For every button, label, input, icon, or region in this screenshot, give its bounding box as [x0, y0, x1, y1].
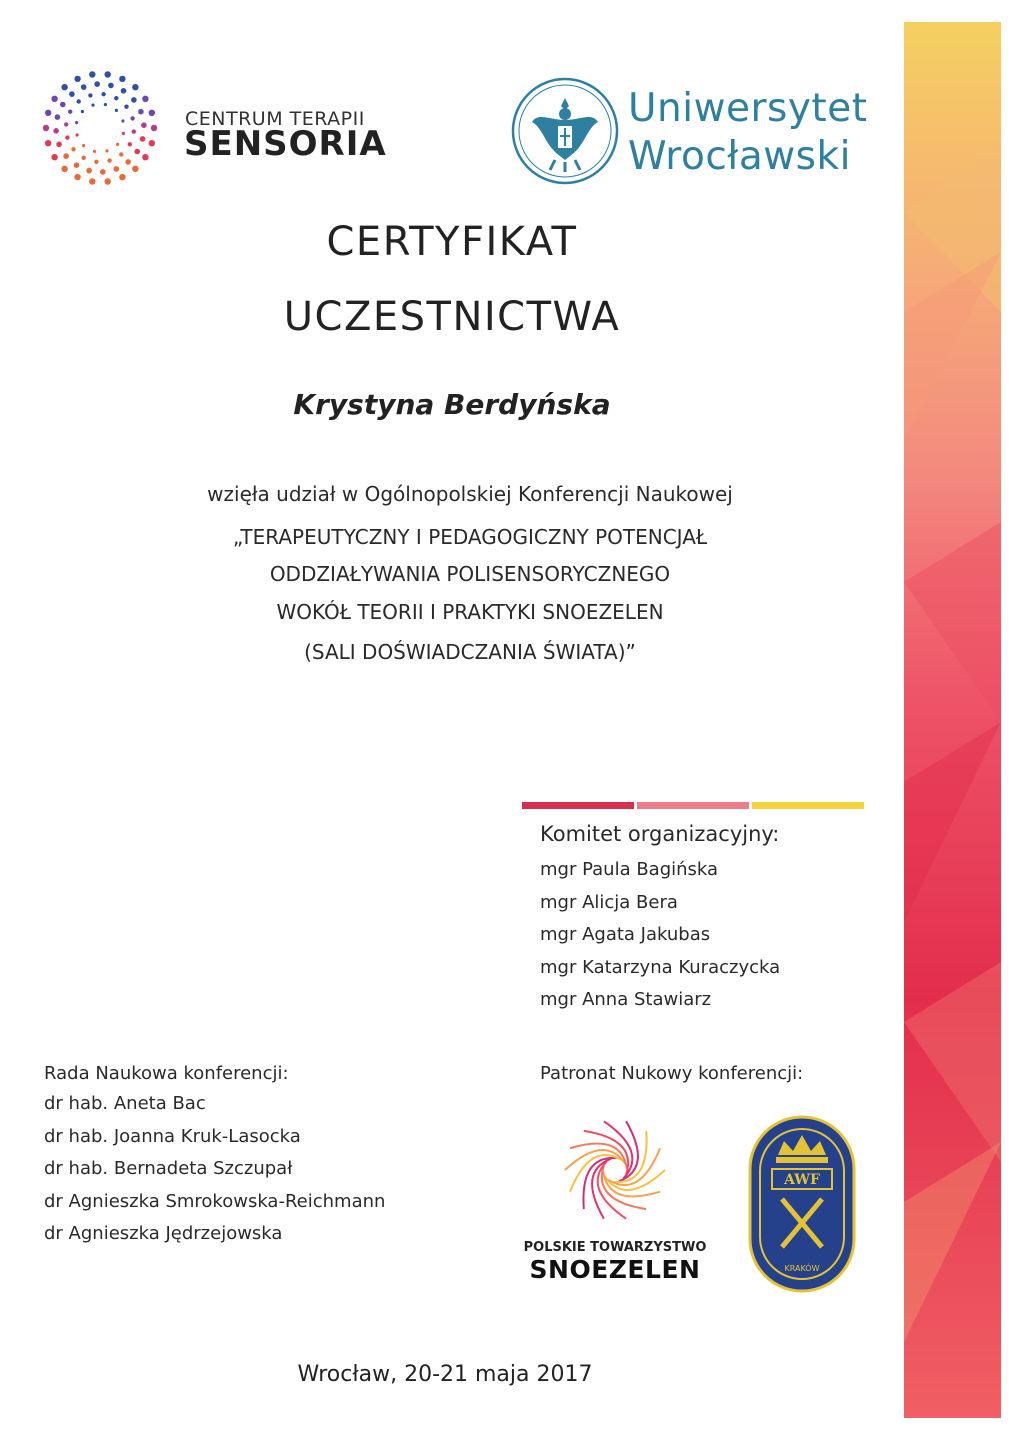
- sensoria-dot: [130, 116, 134, 120]
- sensoria-dot: [121, 88, 127, 94]
- sensoria-dot: [81, 84, 87, 90]
- uwr-logo: [510, 72, 870, 192]
- scientific-council: [44, 1063, 464, 1251]
- sensoria-dot: [100, 169, 106, 175]
- awf-letters: AWF: [784, 1172, 820, 1188]
- sensoria-dots-icon: [42, 66, 162, 196]
- sensoria-dot: [151, 125, 157, 131]
- sensoria-logo-line2: SENSORIA: [184, 124, 387, 164]
- sensoria-dot: [132, 129, 136, 133]
- description-line: wzięła udział w Ogólnopolskiej Konferencji Naukowej: [207, 482, 733, 506]
- sensoria-dot: [105, 178, 111, 184]
- sensoria-dot: [61, 166, 67, 172]
- sensoria-dot: [43, 125, 49, 131]
- sensoria-dot: [115, 109, 118, 112]
- sensoria-dot: [45, 140, 51, 146]
- description-line: „TERAPEUTYCZNY I PEDAGOGICZNY POTENCJAŁ: [232, 525, 708, 549]
- sensoria-dot: [61, 84, 67, 90]
- sensoria-dot: [142, 154, 148, 160]
- sensoria-dot: [76, 133, 79, 136]
- sensoria-dot: [105, 149, 108, 152]
- eagle-seal-icon: [510, 76, 620, 186]
- description-line: (SALI DOŚWIADCZANIA ŚWIATA)”: [304, 640, 636, 664]
- sensoria-dot: [122, 132, 125, 135]
- description-line: ODDZIAŁYWANIA POLISENSORYCZNEGO: [269, 562, 671, 586]
- sensoria-dot: [114, 96, 118, 100]
- sensoria-dot: [69, 91, 75, 97]
- sensoria-dot: [82, 144, 85, 147]
- place-and-date: Wrocław, 20-21 maja 2017: [297, 1362, 593, 1387]
- committee-heading: Komitet organizacyjny:: [540, 822, 780, 846]
- sensoria-dot: [132, 166, 138, 172]
- sensoria-dot: [64, 122, 68, 126]
- sensoria-dot: [71, 147, 75, 151]
- committee-member: mgr Katarzyna Kuraczycka: [540, 956, 781, 978]
- sensoria-dot: [68, 110, 72, 114]
- sensoria-dot: [65, 135, 69, 139]
- sensoria-dot: [74, 162, 80, 168]
- divider-segment: [522, 802, 634, 809]
- sensoria-dot: [138, 109, 144, 115]
- sensoria-dot: [119, 152, 123, 156]
- description-line: WOKÓŁ TEORII I PRAKTYKI SNOEZELEN: [276, 600, 664, 624]
- sensoria-dot: [89, 178, 95, 184]
- snoezelen-swirl-stroke: [565, 1150, 625, 1170]
- sensoria-dot: [86, 168, 92, 174]
- sensoria-dot: [74, 76, 80, 82]
- sensoria-dot: [107, 158, 111, 162]
- sensoria-dot: [149, 110, 155, 116]
- sensoria-dot: [124, 105, 128, 109]
- sensoria-dot: [77, 99, 81, 103]
- committee-member: mgr Anna Stawiarz: [540, 989, 712, 1010]
- sensoria-dot: [149, 140, 155, 146]
- council-member: dr hab. Aneta Bac: [44, 1093, 206, 1114]
- sensoria-dot: [105, 71, 111, 77]
- sensoria-dot: [74, 174, 80, 180]
- sensoria-logo-line1: CENTRUM TERAPII: [185, 108, 365, 130]
- council-member: dr hab. Joanna Kruk-Lasocka: [44, 1125, 301, 1147]
- sensoria-dot: [125, 159, 131, 165]
- color-divider: [522, 802, 864, 809]
- snoezelen-swirl-stroke: [605, 1170, 665, 1190]
- organizing-committee: [540, 822, 870, 1017]
- sensoria-dot: [132, 84, 138, 90]
- sensoria-dot: [116, 143, 119, 146]
- decorative-color-band: [904, 22, 1001, 1418]
- sensoria-dot: [88, 93, 92, 97]
- sensoria-logo: [42, 66, 387, 196]
- sensoria-dot: [51, 154, 57, 160]
- sensoria-dot: [114, 166, 120, 172]
- sensoria-dot: [93, 150, 96, 153]
- patronage-heading: Patronat Nukowy konferencji:: [540, 1063, 804, 1084]
- sensoria-dot: [101, 92, 105, 96]
- divider-segment: [637, 802, 749, 809]
- sensoria-dot: [81, 110, 84, 113]
- sensoria-dot: [56, 142, 62, 148]
- awf-krakow-crest-icon: [748, 1115, 856, 1293]
- snoezelen-logo: [510, 1110, 720, 1290]
- uwr-logo-line2: Wrocławski: [628, 134, 851, 179]
- sensoria-dot: [63, 153, 69, 159]
- sensoria-dot: [82, 156, 86, 160]
- snoezelen-logo-line1: POLSKIE TOWARZYSTWO: [523, 1240, 707, 1255]
- certificate-title-line1: CERTYFIKAT: [326, 219, 578, 265]
- council-member: dr hab. Bernadeta Szczupał: [44, 1158, 293, 1179]
- sensoria-dot: [104, 103, 107, 106]
- sensoria-dot: [60, 102, 66, 108]
- committee-member: mgr Alicja Bera: [540, 891, 678, 913]
- sensoria-dot: [75, 121, 78, 124]
- sensoria-dot: [128, 142, 132, 146]
- sensoria-dot: [134, 149, 140, 155]
- sensoria-dot: [91, 104, 94, 107]
- sensoria-dot: [94, 160, 98, 164]
- council-heading: Rada Naukowa konferencji:: [44, 1063, 289, 1084]
- sensoria-dot: [121, 119, 124, 122]
- sensoria-dot: [108, 83, 114, 89]
- committee-member: mgr Agata Jakubas: [540, 924, 711, 945]
- sensoria-dot: [51, 96, 57, 102]
- sensoria-dot: [55, 114, 61, 120]
- sensoria-dot: [94, 81, 100, 87]
- awf-city: KRAKÓW: [784, 1264, 820, 1273]
- council-member: dr Agnieszka Smrokowska-Reichmann: [44, 1190, 386, 1212]
- sensoria-dot: [45, 110, 51, 116]
- sensoria-dot: [140, 136, 146, 142]
- sensoria-dot: [131, 97, 137, 103]
- sensoria-dot: [142, 96, 148, 102]
- certificate-title-line2: UCZESTNICTWA: [283, 294, 621, 340]
- council-member: dr Agnieszka Jędrzejowska: [44, 1223, 283, 1244]
- snoezelen-swirl-icon: [560, 1115, 670, 1225]
- sensoria-dot: [141, 122, 147, 128]
- recipient-name: Krystyna Berdyńska: [293, 388, 611, 421]
- sensoria-dot: [119, 174, 125, 180]
- sensoria-dot: [89, 71, 95, 77]
- sensoria-dot: [53, 128, 59, 134]
- snoezelen-logo-line2: SNOEZELEN: [529, 1255, 701, 1284]
- sensoria-dot: [119, 76, 125, 82]
- committee-member: mgr Paula Bagińska: [540, 859, 719, 880]
- uwr-logo-line1: Uniwersytet: [628, 86, 868, 131]
- divider-segment: [752, 802, 864, 809]
